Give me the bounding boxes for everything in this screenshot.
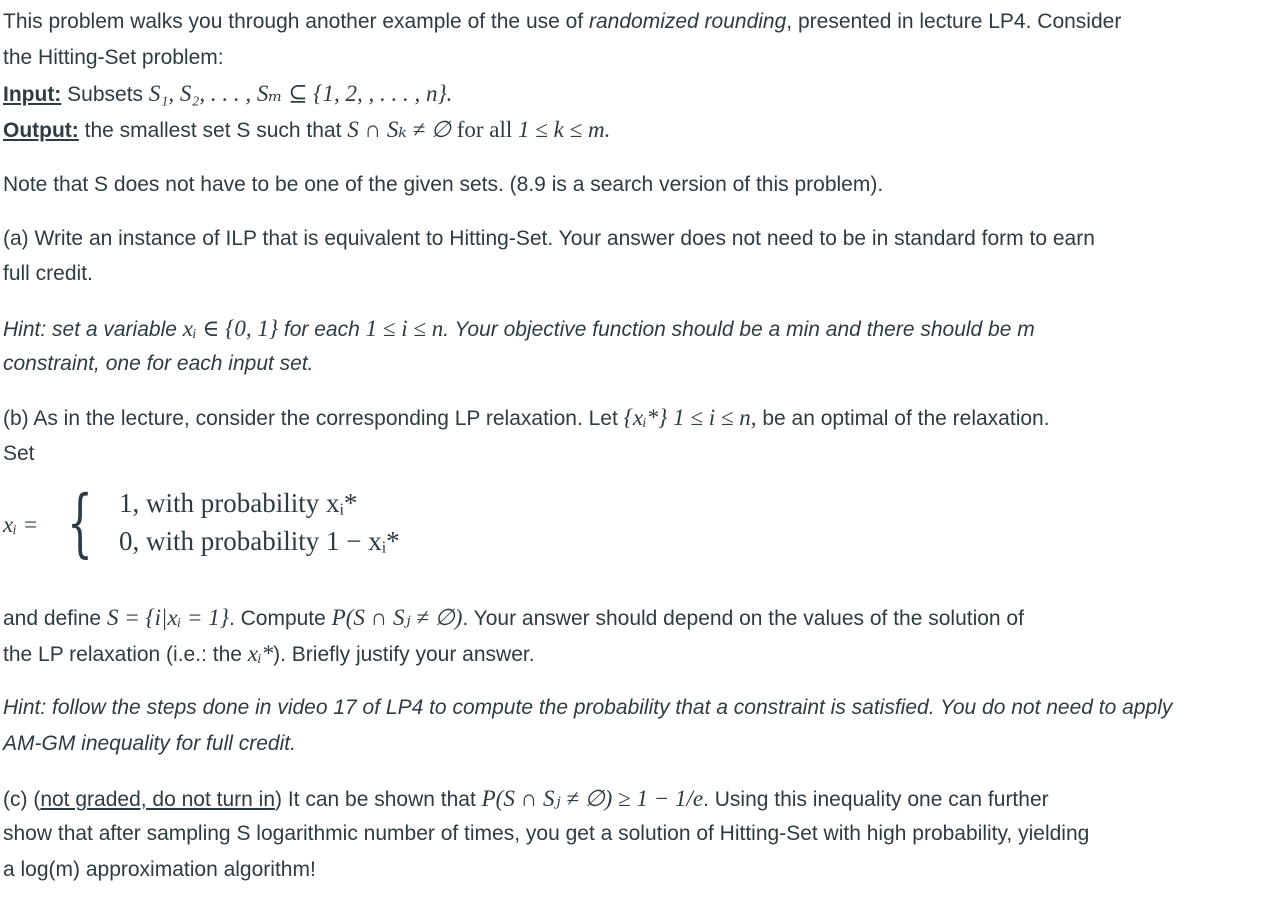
part-a-line-1: (a) Write an instance of ILP that is equivalent to Hitting-Set. Your answer does not need to be in standard form to earn: [3, 227, 1095, 250]
hint-a-text: Hint: set a variable: [3, 318, 183, 341]
piecewise-lhs: xᵢ =: [3, 512, 39, 537]
input-label: Input:: [3, 83, 62, 106]
note: Note that S does not have to be one of the given sets. (8.9 is a search version of this problem).: [3, 173, 884, 196]
hint-a-variable: xᵢ ∈ {0, 1}: [182, 316, 279, 341]
define-text-end: . Your answer should depend on the values of the solution of: [462, 607, 1024, 630]
define-line-2-text: the LP relaxation (i.e.: the: [3, 643, 248, 666]
hint-b-line-1: Hint: follow the steps done in video 17 of LP4 to compute the probability that a constraint is satisfied. You do not need to apply: [3, 696, 1173, 719]
intro-text: This problem walks you through another example of the use of: [3, 10, 589, 33]
output-line: [3, 112, 610, 149]
intro-line-2: the Hitting-Set problem:: [3, 46, 224, 69]
hint-a-condition: 1 ≤ i ≤ n: [365, 316, 444, 341]
piecewise-case-2: 0, with probability 1 − xᵢ*: [119, 526, 400, 556]
left-brace: {: [67, 480, 93, 566]
hint-b-line-2: AM-GM inequality for full credit.: [3, 732, 296, 755]
define-text-mid: . Compute: [228, 607, 332, 630]
part-b-math: {xᵢ*} 1 ≤ i ≤ n,: [623, 405, 757, 430]
define-probability-math: P(S ∩ Sⱼ ≠ ∅): [331, 605, 463, 630]
input-text: Subsets: [61, 83, 149, 106]
not-graded-note: not graded, do not turn in: [40, 788, 275, 811]
output-text: the smallest set S such that: [78, 119, 348, 142]
part-c-line-2: show that after sampling S logarithmic number of times, you get a solution of Hitting-Set with high probability, yielding: [3, 822, 1090, 845]
part-c-line-3: a log(m) approximation algorithm!: [3, 858, 316, 881]
part-b-line-1: [3, 400, 1050, 437]
output-for-all: for all: [450, 117, 518, 142]
define-set-math: S = {i|xᵢ = 1}: [106, 605, 229, 630]
part-b-text-end: be an optimal of the relaxation.: [756, 407, 1050, 430]
hint-a-line-1: [3, 311, 1035, 348]
part-c-text-end: . Using this inequality one can further: [703, 788, 1049, 811]
hint-a-text-end: . Your objective function should be a min and there should be m: [443, 318, 1035, 341]
output-math: S ∩ Sₖ ≠ ∅: [347, 117, 451, 142]
part-b-text: (b) As in the lecture, consider the corresponding LP relaxation. Let: [3, 407, 624, 430]
part-c-line-1: [3, 781, 1049, 818]
input-line: [3, 76, 452, 113]
piecewise-case-1: 1, with probability xᵢ*: [119, 488, 358, 518]
intro-line-1: [3, 4, 1121, 40]
define-line-1: [3, 600, 1024, 637]
output-condition: 1 ≤ k ≤ m.: [518, 117, 611, 142]
hint-a-line-2: constraint, one for each input set.: [3, 352, 314, 375]
piecewise-definition: [3, 480, 503, 570]
intro-emphasis: randomized rounding: [589, 10, 787, 33]
output-label: Output:: [3, 119, 79, 142]
part-c-text: (c) (: [3, 788, 41, 811]
define-text: and define: [3, 607, 107, 630]
part-b-line-2: Set: [3, 442, 35, 465]
part-c-text-mid: ) It can be shown that: [275, 788, 482, 811]
hint-a-text-mid: for each: [278, 318, 366, 341]
define-line-2: [3, 636, 535, 673]
input-math: S₁, S₂, . . . , Sₘ ⊆ {1, 2, , . . . , n}.: [148, 81, 453, 106]
define-line-2-math: xᵢ*: [247, 641, 274, 666]
part-c-math: P(S ∩ Sⱼ ≠ ∅) ≥ 1 − 1/e: [481, 786, 704, 811]
intro-text-end: , presented in lecture LP4. Consider: [786, 10, 1122, 33]
part-a-line-2: full credit.: [3, 262, 93, 285]
define-line-2-end: ). Briefly justify your answer.: [273, 643, 535, 666]
